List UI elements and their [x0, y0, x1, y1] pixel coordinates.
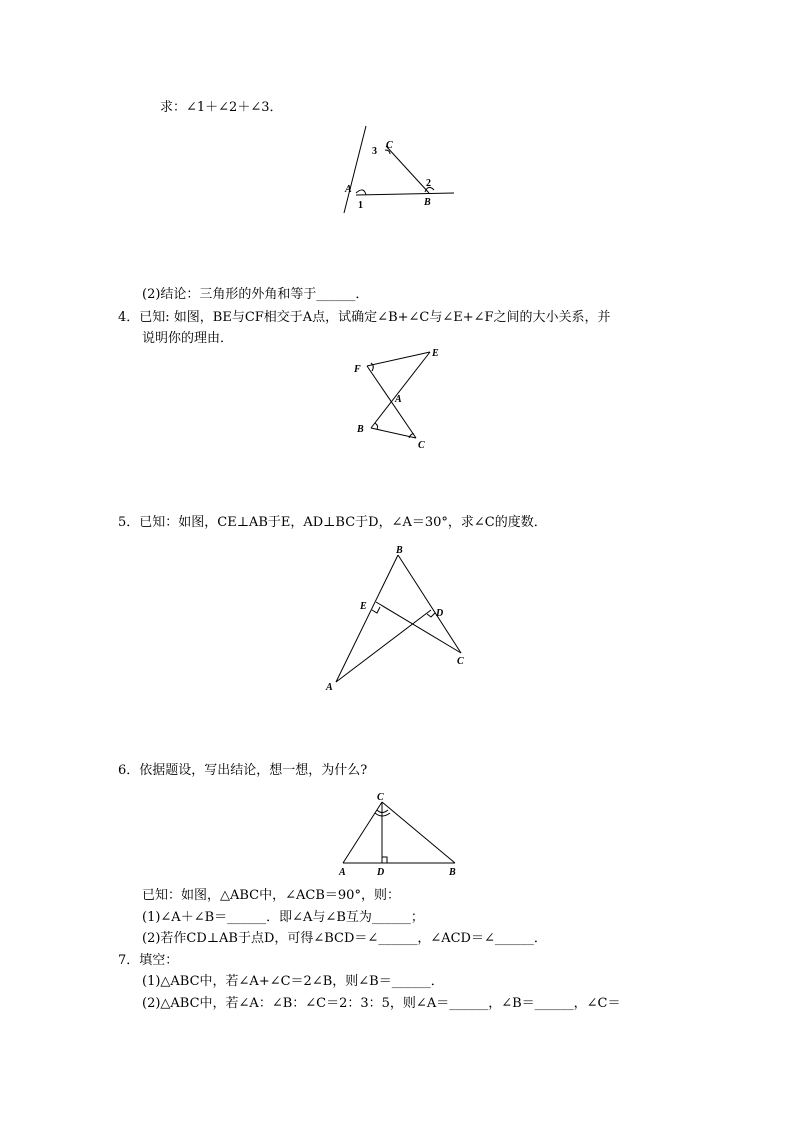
label-B: B [424, 197, 431, 208]
q3-conclusion: (2)结论：三角形的外角和等于______． [142, 287, 369, 302]
label-3: 3 [372, 146, 377, 157]
figure-q6-right-triangle [330, 785, 465, 880]
q6-part-1: (1)∠A＋∠B＝______．即∠A与∠B互为______； [142, 910, 424, 925]
q6-part-2: (2)若作CD⊥AB于点D，可得∠BCD＝∠______，∠ACD＝∠______． [142, 931, 547, 946]
q4-line-2: 说明你的理由． [142, 331, 234, 346]
q6-statement: 6．依据题设，写出结论，想一想，为什么? [118, 763, 368, 778]
label-E: E [432, 348, 439, 359]
label-C: C [457, 656, 464, 667]
label-F: F [354, 364, 361, 375]
label-A: A [345, 184, 352, 195]
q4-line-1: 4．已知: 如图，BE与CF相交于A点，试确定∠B+∠C与∠E+∠F之间的大小关系，并 [118, 310, 611, 325]
label-D: D [436, 608, 444, 619]
q7-part-2: (2)△ABC中，若∠A：∠B：∠C＝2：3：5，则∠A＝______，∠B＝______，∠C＝ [142, 996, 621, 1011]
label-2: 2 [426, 178, 431, 189]
figure-q4-crossed-triangles [345, 340, 445, 460]
label-D: D [377, 867, 385, 878]
label-E: E [360, 601, 367, 612]
figure-q5-altitudes [320, 540, 480, 695]
q5-statement: 5．已知：如图，CE⊥AB于E，AD⊥BC于D，∠A＝30°，求∠C的度数． [118, 515, 547, 530]
label-C: C [386, 140, 393, 151]
label-A: A [339, 867, 346, 878]
label-C: C [418, 440, 425, 451]
q6-given: 已知：如图，△ABC中，∠ACB＝90°，则： [142, 888, 400, 903]
q7-part-1: (1)△ABC中，若∠A+∠C＝2∠B，则∠B＝______． [142, 974, 444, 989]
label-B: B [449, 867, 456, 878]
label-1: 1 [358, 200, 363, 211]
label-A: A [326, 682, 333, 693]
label-B: B [396, 545, 403, 556]
label-C: C [377, 792, 384, 803]
q7-title: 7．填空： [118, 953, 179, 968]
label-A: A [395, 394, 402, 405]
label-B: B [357, 424, 364, 435]
q3-prompt: 求：∠1＋∠2＋∠3． [160, 100, 283, 115]
figure-q3-triangle [330, 120, 470, 220]
